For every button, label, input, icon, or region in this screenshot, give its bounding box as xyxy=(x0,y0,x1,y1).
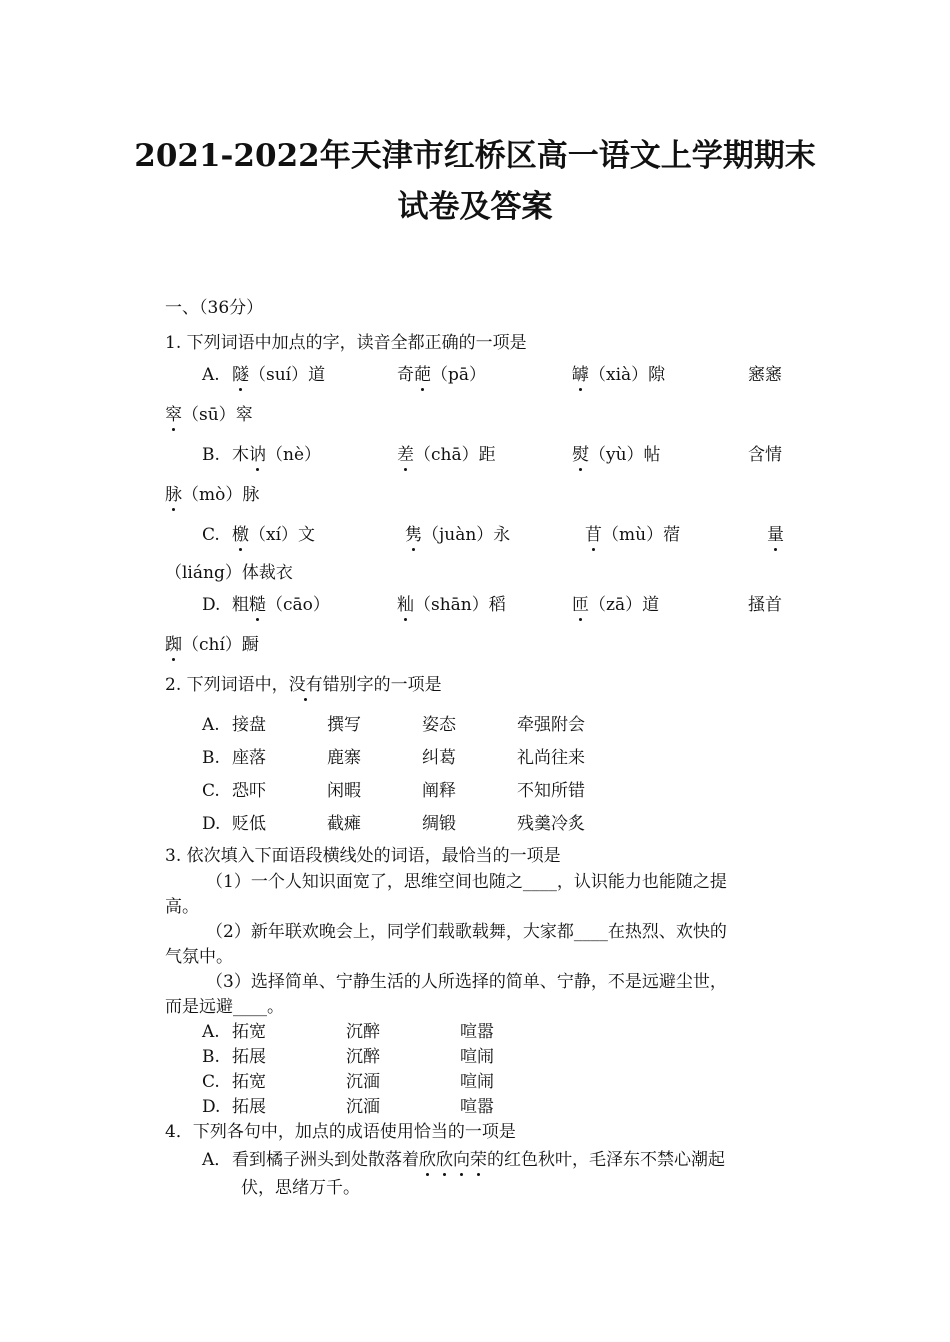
q1-option-b-word1: 木讷（nè） xyxy=(232,445,322,465)
emphasis-char: 隧 xyxy=(232,365,249,385)
q2-option-b-word4: 礼尚往来 xyxy=(517,748,585,768)
q4-option-a-label: A． xyxy=(202,1150,232,1170)
emphasis-char: 脉 xyxy=(165,485,182,505)
section-heading: 一、（36分） xyxy=(165,298,264,318)
q3-sentence2-cont: 气氛中。 xyxy=(165,947,233,967)
q3-sentence3: （3）选择简单、宁静生活的人所选择的简单、宁静，不是远避尘世， xyxy=(206,972,727,992)
q2-option-c-word4: 不知所错 xyxy=(517,781,585,801)
emphasis-char: 差 xyxy=(397,445,414,465)
q1-option-b-word4: 含情 xyxy=(748,445,782,465)
document-title-line2: 试卷及答案 xyxy=(397,189,553,225)
q4-stem: 4．下列各句中，加点的成语使用恰当的一项是 xyxy=(165,1122,516,1142)
q1-option-a-word4-cont: 窣（sū）窣 xyxy=(165,405,253,425)
q2-option-d-word1: 贬低 xyxy=(232,814,266,834)
q1-option-c-word3: 苜（mù）蓿 xyxy=(585,525,681,545)
q3-stem: 3. 依次填入下面语段横线处的词语，最恰当的一项是 xyxy=(165,846,561,866)
q2-option-c-word1: 恐吓 xyxy=(232,781,266,801)
emphasis-char: 籼 xyxy=(397,595,414,615)
q1-option-c-word1: 檄（xí）文 xyxy=(232,525,316,545)
q3-option-c-word2: 沉湎 xyxy=(346,1072,380,1092)
q2-option-b-label: B. xyxy=(202,748,220,768)
q1-option-d-word3: 匝（zā）道 xyxy=(572,595,660,615)
emphasis-char: 讷 xyxy=(249,445,266,465)
q1-option-b-word3: 熨（yù）帖 xyxy=(572,445,661,465)
q3-sentence3-cont: 而是远避____。 xyxy=(165,997,284,1017)
q4-option-a-text: 看到橘子洲头到处散落着欣欣向荣的红色秋叶，毛泽东不禁心潮起 xyxy=(232,1150,725,1170)
q2-option-a-word2: 撰写 xyxy=(327,715,361,735)
q1-option-c-word4 xyxy=(767,525,784,545)
q1-option-a-label: A. xyxy=(202,365,220,385)
q1-option-b-label: B. xyxy=(202,445,220,465)
q3-option-a-label: A. xyxy=(202,1022,220,1042)
q3-option-a-word2: 沉醉 xyxy=(346,1022,380,1042)
q1-option-d-label: D. xyxy=(202,595,221,615)
q1-option-a-word3: 罅（xià）隙 xyxy=(572,365,666,385)
q3-sentence1-cont: 高。 xyxy=(165,897,199,917)
q1-option-a-word4: 窸窸 xyxy=(748,365,782,385)
q2-option-d-word3: 绸锻 xyxy=(422,814,456,834)
q3-option-c-word3: 喧闹 xyxy=(460,1072,494,1092)
q2-option-b-word3: 纠葛 xyxy=(422,748,456,768)
q3-option-d-label: D. xyxy=(202,1097,221,1117)
q2-option-c-word2: 闲暇 xyxy=(327,781,361,801)
q1-option-c-label: C. xyxy=(202,525,220,545)
q3-option-d-word3: 喧嚣 xyxy=(460,1097,494,1117)
document-title-line1: 2021-2022年天津市红桥区高一语文上学期期末 xyxy=(134,138,816,174)
q2-option-d-label: D. xyxy=(202,814,221,834)
emphasis-char: 荣 xyxy=(470,1150,487,1170)
emphasis-char: 熨 xyxy=(572,445,589,465)
q2-option-d-word2: 截瘫 xyxy=(327,814,361,834)
q1-option-d-word2: 籼（shān）稻 xyxy=(397,595,506,615)
q2-option-a-word1: 接盘 xyxy=(232,715,266,735)
q3-option-c-word1: 拓宽 xyxy=(232,1072,266,1092)
emphasis-char: 没有 xyxy=(288,675,323,695)
q3-option-a-word1: 拓宽 xyxy=(232,1022,266,1042)
q1-option-d-word4-cont: 踟（chí）蹰 xyxy=(165,635,259,655)
q2-option-b-word1: 座落 xyxy=(232,748,266,768)
emphasis-char: 欣 xyxy=(436,1150,453,1170)
emphasis-char: 窣 xyxy=(165,405,182,425)
q3-option-b-word2: 沉醉 xyxy=(346,1047,380,1067)
emphasis-char: 量 xyxy=(767,525,784,545)
emphasis-char: 苜 xyxy=(585,525,602,545)
q3-option-a-word3: 喧嚣 xyxy=(460,1022,494,1042)
q2-stem: 2. 下列词语中，没有错别字的一项是 xyxy=(165,675,442,695)
q2-option-a-word4: 牵强附会 xyxy=(517,715,585,735)
q1-option-d-word4: 搔首 xyxy=(748,595,782,615)
q2-option-a-word3: 姿态 xyxy=(422,715,456,735)
emphasis-char: 葩 xyxy=(414,365,431,385)
q3-option-c-label: C. xyxy=(202,1072,220,1092)
q3-sentence1: （1）一个人知识面宽了，思维空间也随之____，认识能力也能随之提 xyxy=(206,872,727,892)
emphasis-char: 糙 xyxy=(249,595,266,615)
emphasis-char: 罅 xyxy=(572,365,589,385)
q1-stem: 1. 下列词语中加点的字，读音全都正确的一项是 xyxy=(165,333,527,353)
q1-option-a-word1: 隧（suí）道 xyxy=(232,365,326,385)
q1-option-c-word2: 隽（juàn）永 xyxy=(405,525,511,545)
q3-option-b-word1: 拓展 xyxy=(232,1047,266,1067)
emphasis-char: 踟 xyxy=(165,635,182,655)
emphasis-char: 檄 xyxy=(232,525,249,545)
q2-option-d-word4: 残羹冷炙 xyxy=(517,814,585,834)
q1-option-a-word2: 奇葩（pā） xyxy=(397,365,487,385)
q1-option-d-word1: 粗糙（cāo） xyxy=(232,595,330,615)
q3-option-b-word3: 喧闹 xyxy=(460,1047,494,1067)
q2-option-a-label: A. xyxy=(202,715,220,735)
q2-option-c-label: C. xyxy=(202,781,220,801)
q2-option-c-word3: 阐释 xyxy=(422,781,456,801)
emphasis-char: 隽 xyxy=(405,525,422,545)
q3-sentence2: （2）新年联欢晚会上，同学们载歌载舞，大家都____在热烈、欢快的 xyxy=(206,922,727,942)
emphasis-char: 向 xyxy=(453,1150,470,1170)
q3-option-d-word2: 沉湎 xyxy=(346,1097,380,1117)
q1-option-b-word4-cont: 脉（mò）脉 xyxy=(165,485,260,505)
q3-option-d-word1: 拓展 xyxy=(232,1097,266,1117)
q3-option-b-label: B. xyxy=(202,1047,220,1067)
q4-option-a-text-cont: 伏，思绪万千。 xyxy=(241,1178,360,1198)
emphasis-char: 欣 xyxy=(419,1150,436,1170)
emphasis-char: 匝 xyxy=(572,595,589,615)
q1-option-b-word2: 差（chā）距 xyxy=(397,445,496,465)
q2-option-b-word2: 鹿寨 xyxy=(327,748,361,768)
q1-option-c-word4-cont: （liáng）体裁衣 xyxy=(165,563,293,583)
